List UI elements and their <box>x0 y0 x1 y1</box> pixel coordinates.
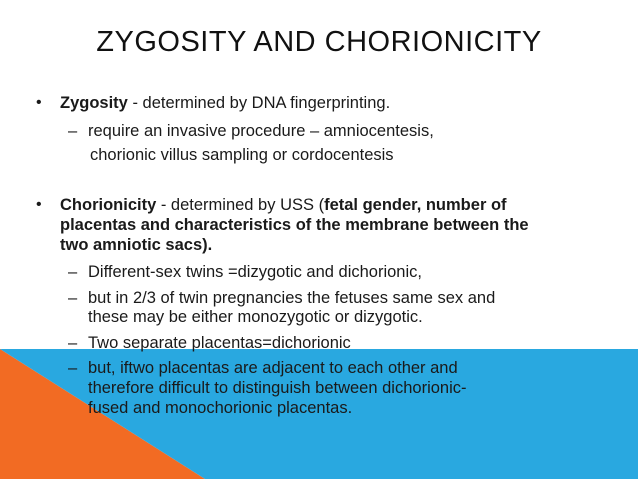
sub-item-line: Two separate placentas=dichorionic <box>88 334 351 352</box>
zygosity-term: Zygosity <box>60 94 128 112</box>
sub-item-line: fused and monochorionic placentas. <box>88 399 353 417</box>
chorionicity-text: - determined by USS ( <box>156 196 325 214</box>
zygosity-text: - determined by DNA fingerprinting. <box>127 94 391 112</box>
dash-marker: – <box>68 289 78 307</box>
chorionicity-bold-text: fetal gender, number of <box>324 196 507 214</box>
chorionicity-bold-line: placentas and characteristics of the membrane between the <box>60 216 529 234</box>
bullet-marker: • <box>36 94 42 111</box>
sub-item-line: therefore difficult to distinguish between dichorionic- <box>88 379 467 397</box>
bullet-chorionicity <box>60 195 507 215</box>
dash-marker: – <box>68 334 78 352</box>
chorionicity-term: Chorionicity <box>60 196 157 214</box>
chorionicity-bold-line: two amniotic sacs). <box>60 236 213 254</box>
sub-item-line: these may be either monozygotic or dizygotic. <box>88 308 423 326</box>
sub-item-line: but, iftwo placentas are adjacent to each other and <box>88 359 458 377</box>
bullet-zygosity <box>60 93 390 113</box>
dash-marker: – <box>68 359 78 377</box>
sub-item-line: chorionic villus sampling or cordocentesis <box>90 146 394 164</box>
dash-marker: – <box>68 263 78 281</box>
sub-item-line: Different-sex twins =dizygotic and dichorionic, <box>88 263 422 281</box>
sub-item-line: but in 2/3 of twin pregnancies the fetuses same sex and <box>88 289 496 307</box>
bullet-marker: • <box>36 196 42 213</box>
slide-title: ZYGOSITY AND CHORIONICITY <box>96 26 542 58</box>
sub-item-line: require an invasive procedure – amniocentesis, <box>88 122 434 140</box>
dash-marker: – <box>68 122 78 140</box>
